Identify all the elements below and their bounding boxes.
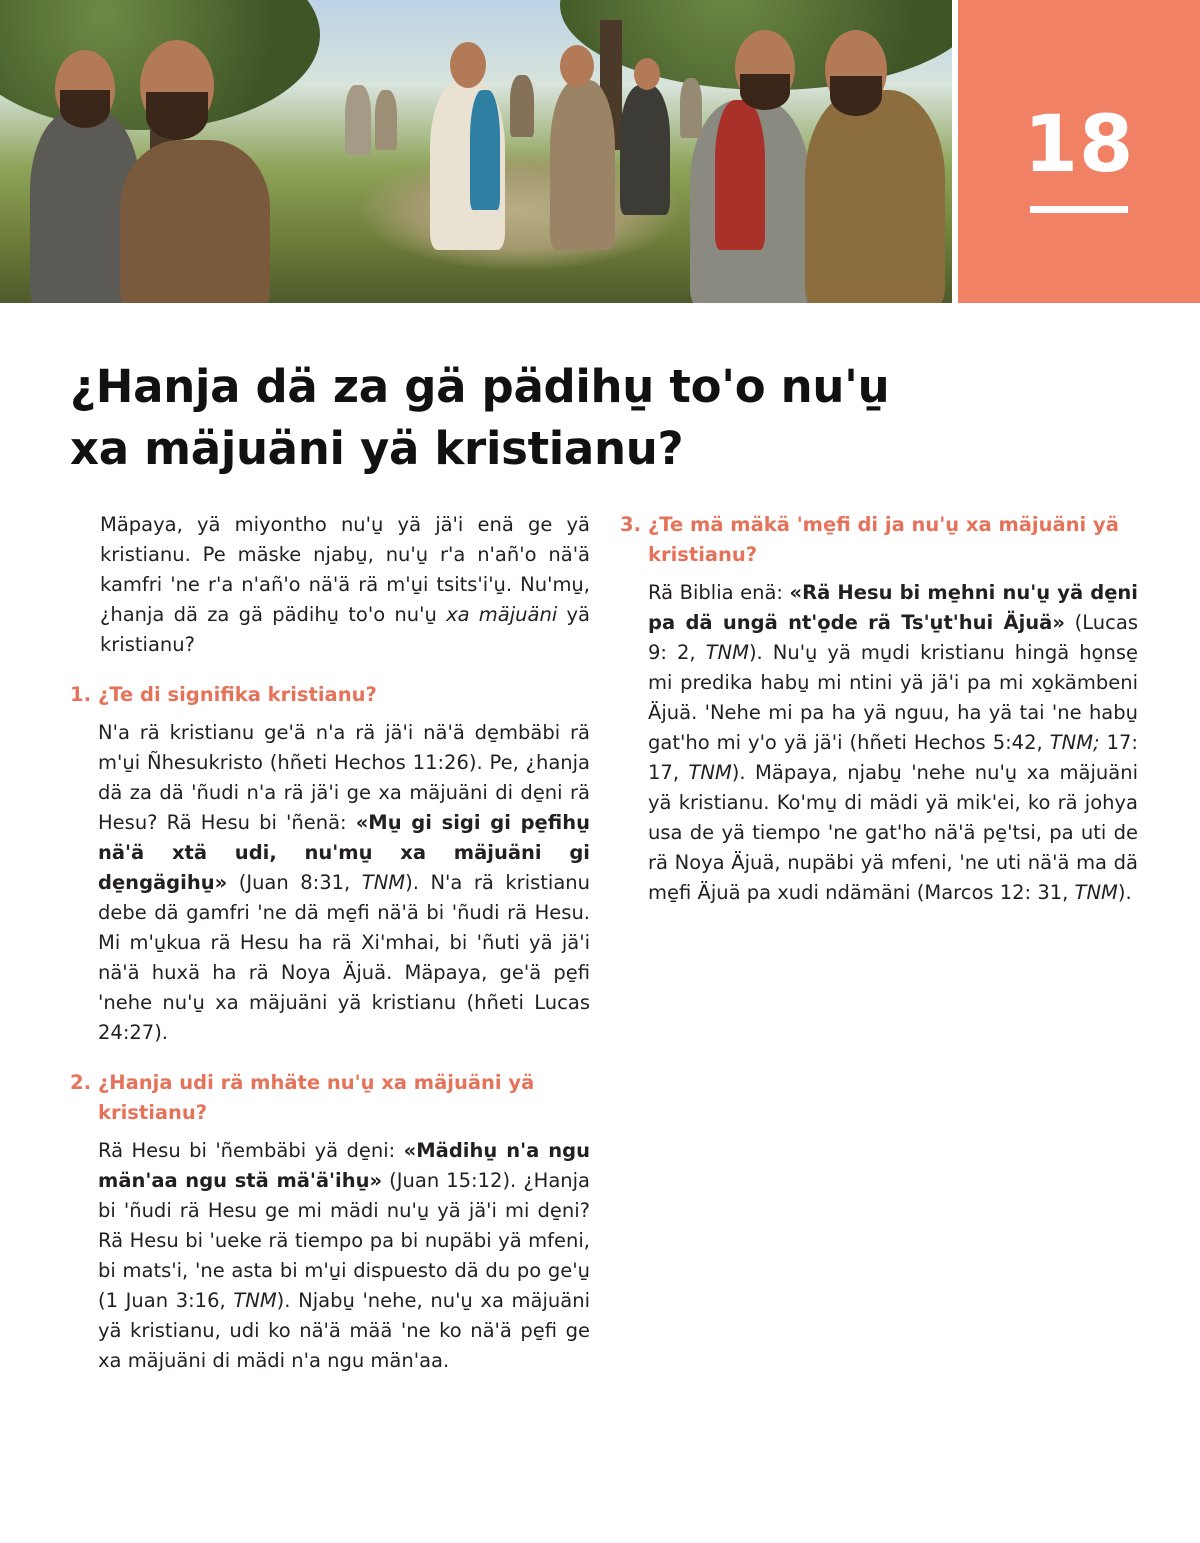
question-number: 3.: [620, 513, 641, 536]
answer-text: (Juan 15:12). ¿Hanja bi 'ñudi rä Hesu ge mi mädi nu'u̱ yä jä'i mi de̱ni? Rä Hesu bi 'ueke rä tiempo pa bi nupäbi yä mfeni, bi mats'i, 'ne asta bi m'u̱i dispuesto dä du po ge'u̱ (1 Juan 3:16,: [98, 1169, 591, 1312]
translation-abbrev: TNM: [705, 641, 749, 664]
answer-text: 17: 17,: [648, 731, 1138, 784]
answer-paragraph: [70, 1136, 590, 1376]
answer-text: (Juan 8:31,: [227, 871, 362, 894]
disciple-head: [634, 58, 660, 90]
intro-emphasis: xa mäjuäni: [446, 603, 558, 626]
translation-abbrev: TNM: [233, 1289, 277, 1312]
header-illustration: [0, 0, 952, 303]
chapter-underline: [1030, 206, 1128, 213]
left-column: [70, 510, 590, 1376]
disciple-head: [560, 45, 594, 87]
distant-figure: [375, 90, 397, 150]
disciple-figure: [805, 90, 945, 303]
disciple-beard: [60, 90, 110, 128]
answer-text: ).: [1117, 881, 1132, 904]
intro-text: Mäpaya, yä miyontho nu'u̱ yä jä'i enä ge yä kristianu. Pe mäske njabu̱, nu'u̱ r'a n'añ'o nä'ä kamfri 'ne r'a n'añ'o nä'ä rä m'u̱i tsits'i'u̱. Nu'mu̱, ¿hanja dä za gä pädihu̱ to'o nu'u̱: [100, 513, 590, 626]
section-2: [70, 1068, 590, 1376]
disciple-beard: [740, 74, 790, 110]
chapter-number: 18: [1023, 100, 1135, 190]
answer-text: Rä Biblia enä:: [648, 581, 790, 604]
scripture-quote: «Mu̱ gi sigi gi pe̱fihu̱ nä'ä xtä udi, nu'mu̱ xa mäjuäni gi de̱ngägihu̱»: [98, 811, 590, 894]
translation-abbrev: TNM;: [1049, 731, 1100, 754]
title-line-2: xa mäjuäni yä kristianu?: [70, 422, 684, 475]
translation-abbrev: TNM: [1074, 881, 1118, 904]
disciple-figure: [620, 85, 670, 215]
answer-text: (Lucas 9: 2,: [648, 611, 1138, 664]
right-column: [620, 510, 1138, 908]
question-text: ¿Te mä mäkä 'me̱fi di ja nu'u̱ xa mäjuäni yä kristianu?: [648, 513, 1119, 566]
disciple-beard: [146, 92, 208, 140]
answer-text: ). Mäpaya, njabu̱ 'nehe nu'u̱ xa mäjuäni yä kristianu. Ko'mu̱ di mädi yä mik'ei, ko rä johya usa de yä tiempo 'ne gat'ho nä'ä pe̱'tsi, pa uti de rä Noya Äjuä, nupäbi yä mfeni, 'ne uti nä'ä ma dä me̱fi Äjuä pa xudi ndämäni (Marcos 12: 31,: [648, 761, 1138, 904]
jesus-head: [450, 42, 486, 88]
distant-figure: [510, 75, 534, 137]
answer-paragraph: [620, 578, 1138, 908]
answer-text: Rä Hesu bi 'ñembäbi yä de̱ni:: [98, 1139, 404, 1162]
scripture-quote: «Rä Hesu bi me̱hni nu'u̱ yä de̱ni pa dä ungä nt'o̱de rä Ts'u̱t'hui Äjuä»: [648, 581, 1138, 634]
distant-figure: [345, 85, 371, 155]
answer-text: ). Njabu̱ 'nehe, nu'u̱ xa mäjuäni yä kristianu, udi ko nä'ä mää 'ne ko nä'ä pe̱fi ge xa mäjuäni di mädi n'a ngu män'aa.: [98, 1289, 591, 1372]
question-number: 1.: [70, 683, 91, 706]
jesus-sash: [470, 90, 500, 210]
distant-figure: [680, 78, 702, 138]
section-3: [620, 510, 1138, 908]
question-text: ¿Te di signifika kristianu?: [98, 683, 377, 706]
translation-abbrev: TNM: [688, 761, 732, 784]
section-1: [70, 680, 590, 1048]
question-heading: [620, 510, 1138, 570]
question-text: ¿Hanja udi rä mhäte nu'u̱ xa mäjuäni yä kristianu?: [98, 1071, 535, 1124]
question-heading: [70, 680, 590, 710]
intro-paragraph: [70, 510, 590, 660]
disciple-figure: [120, 140, 270, 303]
title-line-1: ¿Hanja dä za gä pädihu̱ to'o nu'u̱: [70, 360, 890, 413]
intro-text-end: yä kristianu?: [100, 603, 590, 656]
scripture-quote: «Mädihu̱ n'a ngu män'aa ngu stä mä'ä'ihu̱»: [98, 1139, 590, 1192]
disciple-figure: [550, 80, 615, 250]
question-number: 2.: [70, 1071, 91, 1094]
page-title: [70, 356, 970, 480]
answer-text: ). Nu'u̱ yä mu̱di kristianu hingä ho̱nse̱ mi predika habu̱ mi ntini yä jä'i pa mi xo̱kämbeni Äjuä. 'Nehe mi pa ha yä nguu, ha yä tai 'ne habu̱ gat'ho mi y'o yä jä'i (hñeti Hechos 5:42,: [648, 641, 1138, 754]
disciple-beard: [830, 76, 882, 116]
disciple-sash: [715, 100, 765, 250]
question-heading: [70, 1068, 590, 1128]
chapter-badge: [958, 0, 1200, 303]
answer-text: ). N'a rä kristianu debe dä gamfri 'ne dä me̱fi nä'ä bi 'ñudi rä Hesu. Mi m'u̱kua rä Hesu ha rä Xi'mhai, bi 'ñuti yä jä'i nä'ä huxä ha rä Noya Äjuä. Mäpaya, ge'ä pe̱fi 'nehe nu'u̱ xa mäjuäni yä kristianu (hñeti Lucas 24:27).: [98, 871, 590, 1044]
translation-abbrev: TNM: [361, 871, 406, 894]
answer-text: N'a rä kristianu ge'ä n'a rä jä'i nä'ä de̱mbäbi rä m'u̱i Ñhesukristo (hñeti Hechos 11:26). Pe, ¿hanja dä za dä 'ñudi n'a rä jä'i ge xa mäjuäni di de̱ni rä Hesu? Rä Hesu bi 'ñenä:: [98, 721, 590, 834]
answer-paragraph: [70, 718, 590, 1048]
